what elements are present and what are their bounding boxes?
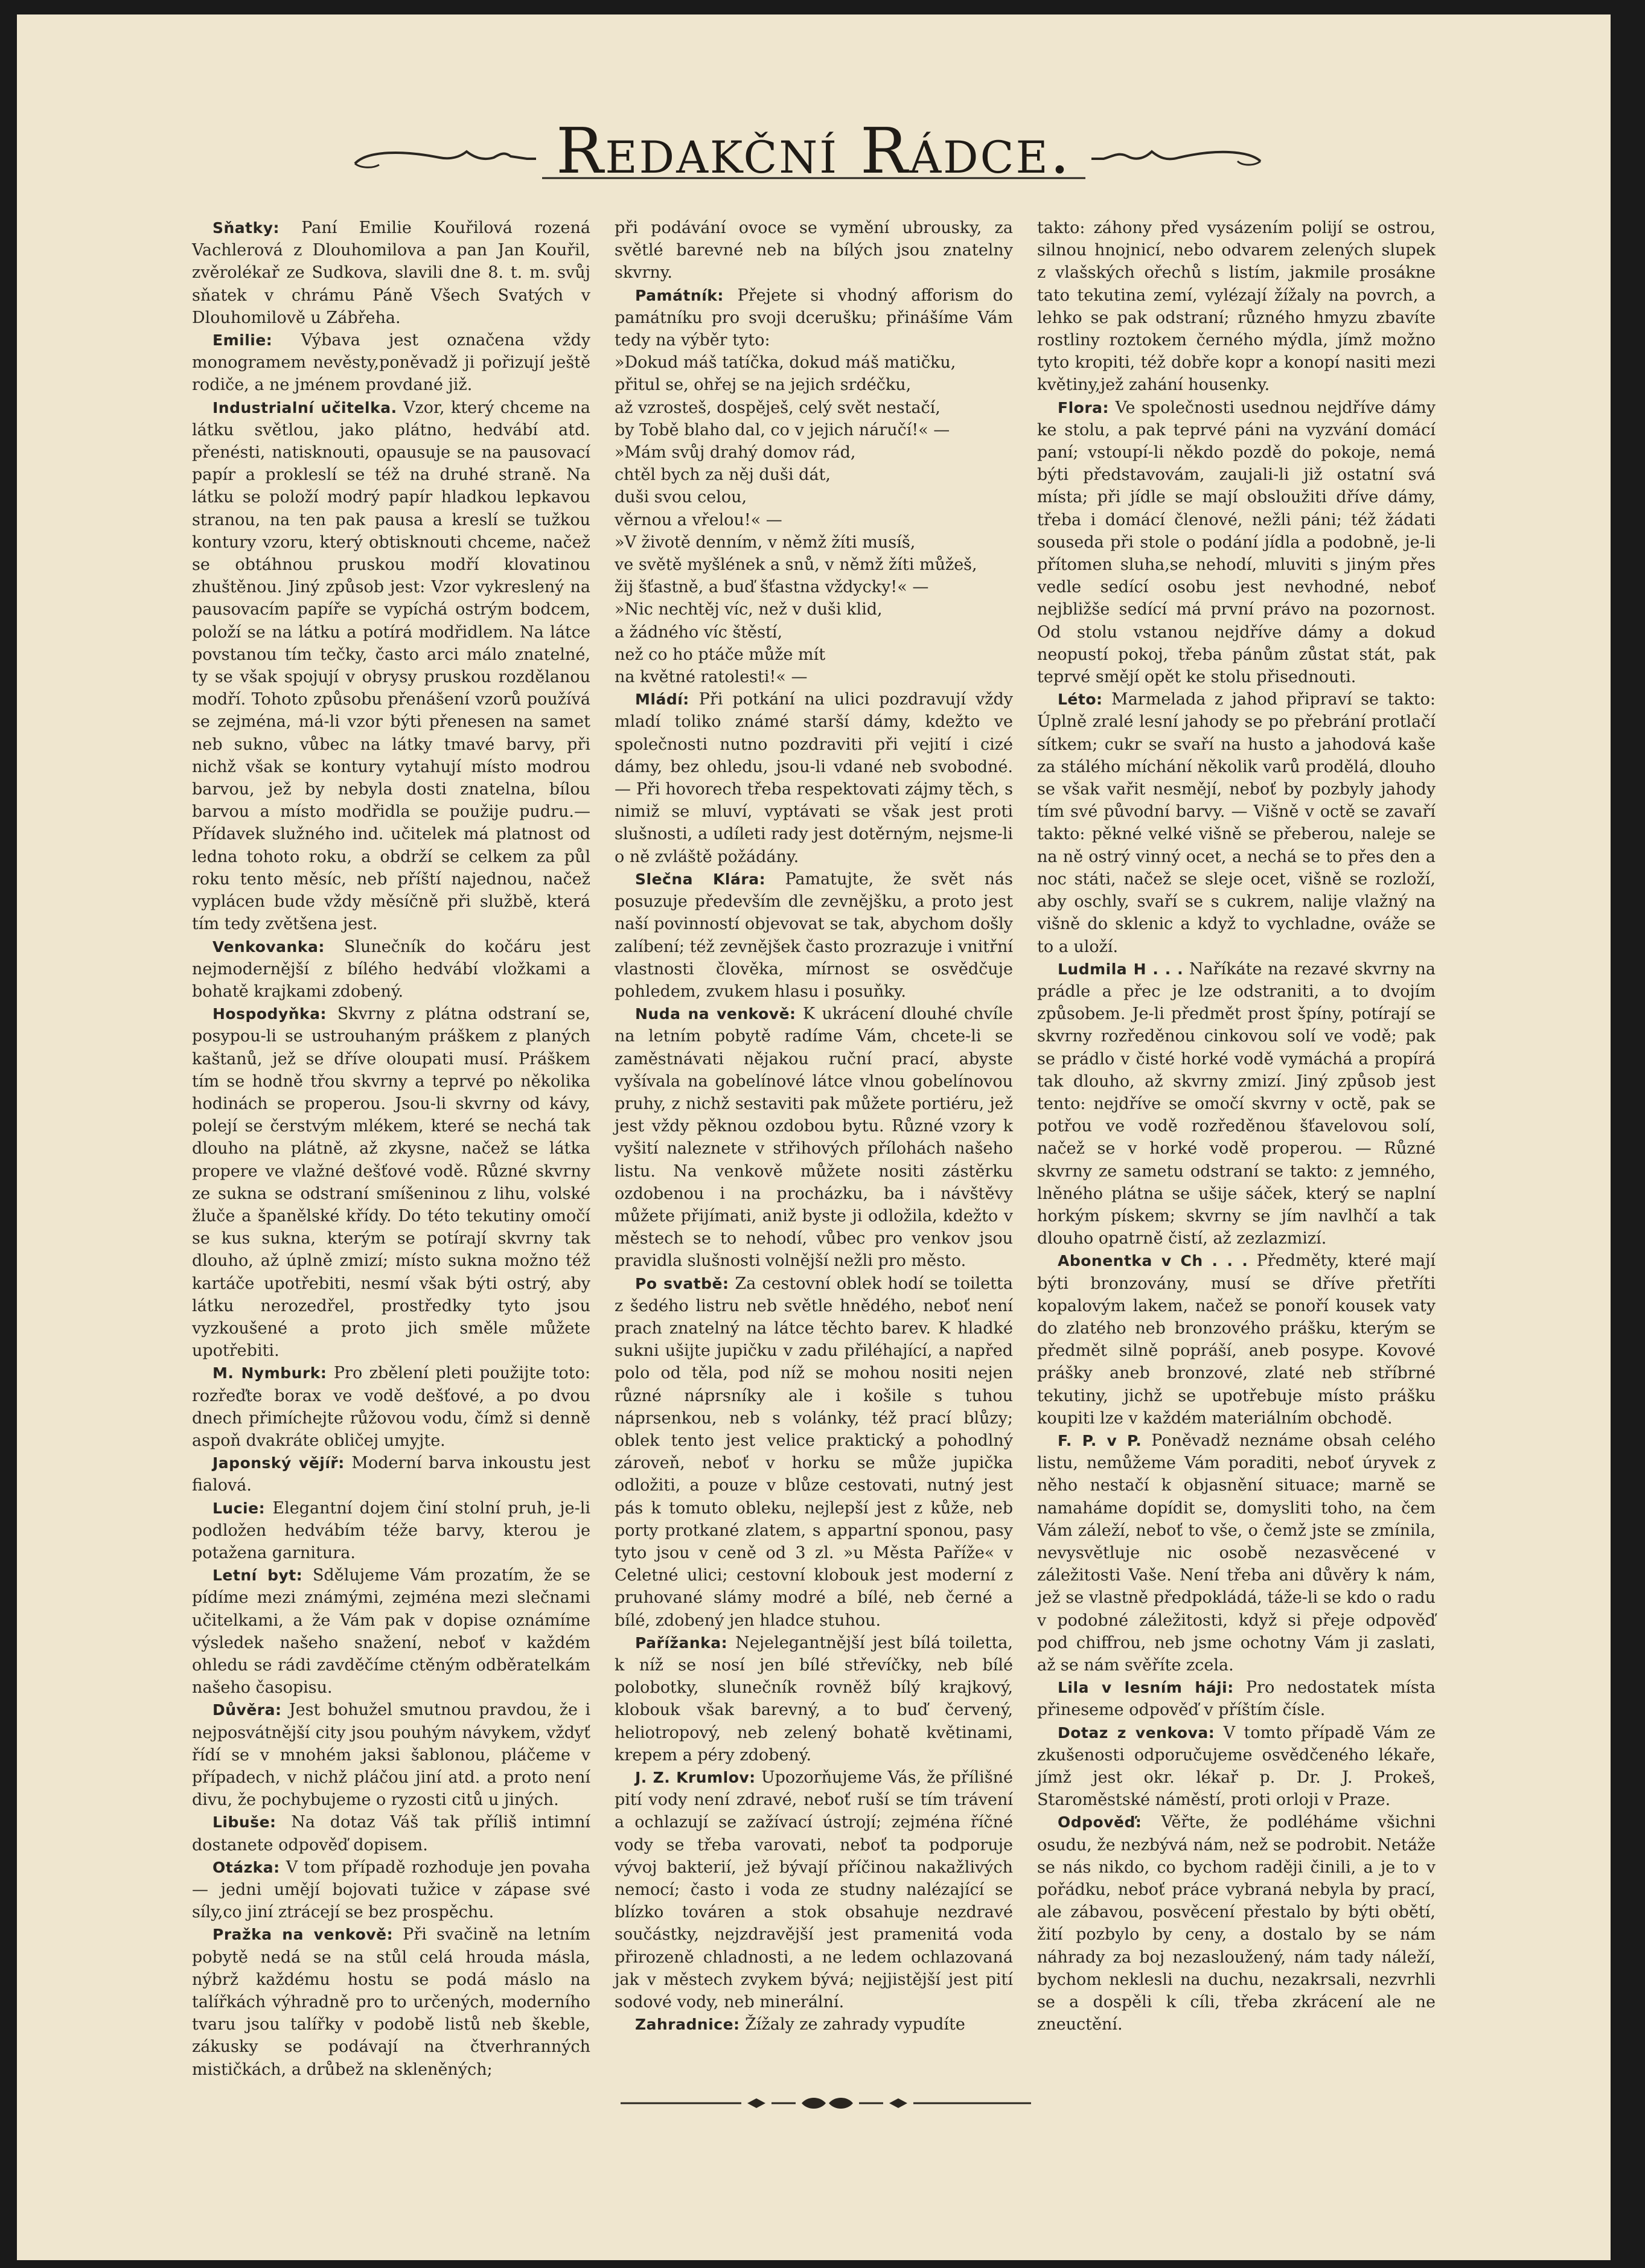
advice-entry	[1037, 217, 1436, 397]
advice-entry	[615, 284, 1013, 352]
entry-addressee: Slečna Klára:	[635, 870, 766, 888]
advice-entry	[192, 1923, 590, 2080]
entry-addressee: Po svatbě:	[635, 1274, 729, 1292]
advice-entry	[1037, 397, 1436, 689]
advice-entry	[192, 217, 590, 329]
advice-entry	[615, 2013, 1013, 2036]
column-3	[1037, 217, 1436, 2064]
entry-text: K ukrácení dlouhé chvíle na letním pobytě radíme Vám, chcete-li se zaměstnávati nějakou ruční prací, abyste vyšívala na gobelínové látce vlnou gobelínovou pruhy, z nichž sestaviti pak můžete portiéru, jež jest vždy pěknou ozdobou bytu. Různé vzory k vyšití naleznete v střihových přílohách našeho listu. Na venkově můžete nositi zástěrku ozdobenou i na procházku, ba i návštěvy můžete přijímati, aniž byste ji odložila, kdežto v městech se to nehodí, vůbec pro venkov jsou pravidla slušnosti volnější nežli pro město.	[615, 1005, 1014, 1271]
magazine-page	[17, 14, 1611, 2260]
entry-text: Upozorňujeme Vás, že přílišné pití vody není zdravé, neboť ruší se tím trávení a ochlazují se zažívací ústrojí; zejména říčné vody se třeba varovati, neboť ta podporuje vývoj bakterií, jež bývají příčinou nakažlivých nemocí; často i voda ze studny nalézající se blízko továren a stok obsahuje nezdravé součástky, nejzdravější jest pramenitá voda přirozeně chladnosti, a ne ledem ochlazovaná jak v městech zvykem bývá; nejjistější jest pití sodové vody, neb minerální.	[615, 1768, 1013, 2012]
advice-entry	[192, 1699, 590, 1811]
advice-entry	[615, 1766, 1013, 2013]
entry-text: Vzor, který chceme na látku světlou, jako plátno, hedvábí atd. přenésti, natisknouti, opausuje se na pausovací papír a prokleslí se též na druhé straně. Na látku se položí modrý papír hladkou lepkavou stranou, na ten pak pausa a kreslí se tužkou kontury vzoru, který obtisknouti chceme, načež se obtáhnou pruskou modří klovatinou zhuštěnou. Jiný způsob jest: Vzor vykreslený na pausovacím papíře se vypíchá ostrým bodcem, položí se na látku a potírá modřidlem. Na látce povstanou tím tečky, často arci málo znatelné, ty se však spojují v obrysy pruskou rozdělanou modří. Tohoto způsobu přenášení vzorů používá se zejména, má-li vzor býti přenesen na samet neb sukno, vůbec na látky tmavé barvy, při nichž však se kontury vytahují místo modrou barvou, jež by nebyla dosti znatelna, bílou barvou a místo modřidla se použije pudru.—Přídavek služného ind. učitelek má platnost od ledna tohoto roku, a obdrží se celkem za půl roku tento měsíc, neb příští najednou, načež vyplácen bude vždy měsíčně při službě, která tím tedy zvětšena jest.	[192, 398, 590, 934]
entry-addressee: J. Z. Krumlov:	[635, 1769, 756, 1787]
entry-text: Pro nedostatek místa přineseme odpověď v příštím čísle.	[1037, 1678, 1436, 1720]
advice-entry	[192, 1362, 590, 1452]
entry-addressee: Hospodyňka:	[212, 1005, 327, 1023]
entry-text: Ve společnosti usednou nejdříve dámy ke stolu, a pak teprvé páni na vyzvání domácí paní; vstoupí-li někdo pozdě do pokoje, nemá býti představovám, zaujali-li již ostatní svá místa; při jídle se mají obsloužiti dříve dámy, třeba i domácí členové, nežli páni; též žádati souseda při stole o podání jídla a podobně, je-li přítomen sluha,se nehodí, mluviti s jiným přes vedle sedící osobu jest nevhodné, neboť nejbližše sedící má první právo na pozornost. Od stolu vstanou nejdříve dámy a dokud neopustí pokoj, třeba pánům zůstat stát, pak teprvé smějí opět ke stolu přisednouti.	[1037, 398, 1436, 687]
entry-text: Žížaly ze zahrady vypudíte	[739, 2015, 965, 2034]
page-header	[17, 108, 1611, 193]
advice-entry	[615, 1632, 1013, 1766]
advice-entry	[615, 868, 1013, 1003]
entry-addressee: Pařížanka:	[635, 1634, 728, 1652]
entry-text: Přejete si vhodný afforism do památníku pro svoji dcerušku; přinášíme Vám tedy na výběr tyto:	[615, 286, 1013, 350]
advice-entry	[192, 397, 590, 936]
entry-text: Při potkání na ulici pozdravují vždy mladí toliko známé starší dámy, kdežto ve společnosti nutno pozdraviti při vejití i cizé dámy, bez ohledu, jsou-li vdané neb svobodné. — Při hovorech třeba respektovati zájmy těch, s nimiž se mluví, vyptávati se však jest proti slušnosti, a udíleti rady jest dotěrným, nejsme-li o ně zvláště požádány.	[615, 690, 1013, 866]
entry-addressee: Sňatky:	[212, 219, 280, 237]
entry-text: V tom případě rozhoduje jen povaha — jedni umějí bojovati tužice v zápase své síly,co jiní ztrácejí se bez prospěchu.	[192, 1858, 590, 1922]
advice-entry	[1037, 688, 1436, 957]
entry-text: Pamatujte, že svět nás posuzuje především dle zevnějšku, a proto jest naší povinností objevovat se tak, abychom došly zalíbení; též zevnějšek často prozrazuje i vnitřní vlastnosti člověka, mírnost se osvědčuje pohledem, zvukem hlasu i posuňky.	[615, 869, 1014, 1001]
advice-entry	[1037, 1429, 1436, 1676]
advice-entry	[1037, 1250, 1436, 1429]
entry-addressee: Otázka:	[212, 1858, 280, 1876]
entry-addressee: Mládí:	[635, 691, 689, 709]
entry-text: Paní Emilie Kouřilová rozená Vachlerová z Dlouhomilova a pan Jan Kouřil, zvěrolékař ze Sudkova, slavili dne 8. t. m. svůj sňatek v chrámu Páně Všech Svatých v Dlouhomilově u Zábřeha.	[192, 219, 590, 327]
advice-entry	[192, 1003, 590, 1362]
advice-entry	[192, 936, 590, 1003]
entry-text: Pro zbělení pleti použijte toto: rozřeďte borax ve vodě dešťové, a po dvou dnech přimíchejte růžovou vodu, čímž si denně aspoň dvakráte obličej umyjte.	[192, 1364, 590, 1450]
entry-addressee: Flora:	[1058, 398, 1110, 417]
entry-text: takto: záhony před vysázením polijí se ostrou, silnou hnojnicí, nebo odvarem zelených slupek z vlašských ořechů s listím, jakmile prosákne tato tekutina zemí, vylézají žížaly na povrch, a lehko se pak odstraní; různého hmyzu zbavíte rostliny roztokem černého mýdla, jímž možno tyto kropiti, též dobře kopr a konopí nasiti mezi květiny,jež zahání housenky.	[1037, 219, 1436, 395]
column-1	[192, 217, 591, 2079]
advice-entry	[192, 1856, 590, 1924]
entry-addressee: Dotaz z venkova:	[1058, 1723, 1215, 1742]
advice-entry	[615, 1003, 1013, 1272]
entry-addressee: Nuda na venkově:	[635, 1005, 796, 1023]
entry-addressee: Abonentka v Ch . . .	[1058, 1252, 1248, 1270]
entry-text: Naříkáte na rezavé skvrny na prádle a přec je lze odstraniti, a to dvojím způsobem. Je-li předmět prost špíny, potírají se skvrny rozředěnou cinkovou solí ve vodě; pak se prádlo v čisté horké vodě vymáchá a propírá tak dlouho, až skvrny zmizí. Jiný způsob jest tento: nejdříve se omočí skvrny v octě, pak se potřou ve vodě rozředěnou šťavelovou solí, načež se v horké vodě properou. — Různé skvrny ze sametu odstraní se takto: z jemného, lněného plátna se ušije sáček, který se naplní horkým pískem; skvrny se jím navlhčí a tak dlouho opatrně čistí, až zezlazmizí.	[1037, 959, 1436, 1248]
entry-text: Poněvadž neznáme obsah celého listu, nemůžeme Vám poraditi, neboť úryvek z něho nestačí k objasnění situace; marně se namaháme dopídit se, domysliti toho, na čem Vám záleží, neboť to vše, o čemž jste se zmínila, nevysvětluje nic osobě nezasvěcené v záležitosti Vaše. Není třeba ani důvěry k nám, jež se vlastně předpokládá, táže-li se kdo o radu v podobné záležitosti, když si přeje odpověď pod chiffrou, neb jsme ochotny Vám ji zaslati, až se nám svěříte zcela.	[1037, 1431, 1436, 1675]
entry-text: Nejelegantnější jest bílá toiletta, k níž se nosí jen bílé střevíčky, neb bílé polobotky, slunečník rovněž bílý krajkový, klobouk však barevný, a to buď červený, heliotropový, neb zelený bohatě květinami, krepem a péry zdobený.	[615, 1633, 1013, 1765]
entry-addressee: Lila v lesním háji:	[1058, 1679, 1234, 1697]
entry-addressee: Japonský vějíř:	[212, 1454, 345, 1472]
entry-addressee: Industrialní učitelka.	[212, 398, 397, 417]
entry-text: Moderní barva inkoustu jest fialová.	[192, 1454, 590, 1495]
advice-entry	[192, 1497, 590, 1565]
entry-addressee: M. Nymburk:	[212, 1364, 327, 1382]
entry-text: Slunečník do kočáru jest nejmodernější z bílého hedvábí vložkami a bohatě krajkami zdobený.	[192, 937, 590, 1001]
entry-addressee: Lucie:	[212, 1499, 266, 1517]
page-title: Redakční Rádce.	[556, 114, 1072, 188]
entry-addressee: Památník:	[635, 286, 724, 304]
entry-addressee: Emilie:	[212, 331, 273, 350]
entry-text: Elegantní dojem činí stolní pruh, je-li podložen hedvábím téže barvy, kterou je potažena garnitura.	[192, 1498, 590, 1562]
footer-ornament-icon	[17, 2085, 1611, 2121]
advice-entry	[1037, 1722, 1436, 1812]
advice-entry	[615, 1273, 1013, 1632]
column-2	[615, 217, 1013, 2064]
advice-entry	[1037, 1811, 1436, 2036]
entry-text: Skvrny z plátna odstraní se, posypou-li se ustrouhaným práškem z planých kaštanů, jež se dříve oloupati musí. Práškem tím se hodně třou skvrny a teprvé po několika hodinách se properou. Jsou-li skvrny od kávy, polejí se čerstvým mlékem, které se nechá tak dlouho na plátně, až zkysne, načež se látka propere ve vlažné dešťové vodě. Různé skvrny ze sukna se odstraní smíšeninou z lihu, volské žluče a španělské křídy. Do této tekutiny omočí se kus sukna, kterým se potírají skvrny tak dlouho, až úplně zmizí; místo sukna možno též kartáče upotřebiti, nesmí však býti ostrý, aby látku nerozedřel, prostředky tyto jsou vyzkoušené a proto jich směle můžete upotřebiti.	[192, 1005, 590, 1361]
entry-addressee: Léto:	[1058, 691, 1103, 709]
entry-addressee: Zahradnice:	[635, 2016, 740, 2034]
entry-text: Předměty, které mají býti bronzovány, musí se dříve přetříti kopalovým lakem, načež se ponoří kousek vaty do zlatého neb bronzového prášku, kterým se předmět silně popráší, aneb posype. Kovové prášky aneb bronzové, zlaté neb stříbrné tekutiny, jichž se upotřebuje místo prášku koupiti lze v každém materiálním obchodě.	[1037, 1251, 1436, 1428]
advice-entry	[192, 1452, 590, 1497]
poem-block: »Dokud máš tatíčka, dokud máš matičku, přitul se, ohřej se na jejich srdéčku, až vzrosteš, dospěješ, celý svět nestačí, by Tobě blaho dal, co v jejich náručí!« — »Mám svůj drahý domov rád, chtěl bych za něj duši dát, duši svou celou, věrnou a vřelou!« — »V životě denním, v němž žíti musíš, ve světě myšlének a snů, v němž žíti můžeš, žij šťastně, a buď šťastna vždycky!« — »Nic nechtěj víc, než v duši klid, a žádného víc štěstí, než co ho ptáče může mít na květné ratolesti!« —	[615, 353, 977, 687]
entry-addressee: Ludmila H . . .	[1058, 960, 1184, 978]
advice-entry	[192, 1811, 590, 1856]
advice-entry	[615, 688, 1013, 868]
entry-addressee: F. P. v P.	[1058, 1431, 1142, 1449]
entry-text: Věřte, že podléháme všichni osudu, že nezbývá nám, než se podrobit. Netáže se nás nikdo, co bychom raději činili, a je to v pořádku, neboť práce vybraná nebyla by prací, ale zábavou, posvěcení přestalo by býti obětí, žití pozbylo by ceny, a dostalo by se nám náhrady za boj nezasloužený, nám tady náleží, bychom neklesli na duchu, nezakrsali, nezvrhli se a dospěli k cíli, třeba zkrácení ale ne zneuctění.	[1037, 1813, 1436, 2034]
entry-text: Marmelada z jahod připraví se takto: Úplně zralé lesní jahody se po přebrání protlačí sítkem; cukr se svaří na husto a jahodová kaše za stálého míchání několik varů prodělá, dlouho se však vařit nesmějí, neboť by pozbyly jahody tím své původní barvy. — Višně v octě se zavaří takto: pěkné velké višně se přeberou, naleje se na ně ostrý vinný ocet, a nechá se to přes den a noc státi, načež se sleje ocet, višně se rozloží, aby oschly, svaří se s cukrem, nalije vlažný na višně do sklenic a když to vychladne, ováže se to a uloží.	[1037, 690, 1436, 956]
advice-entry	[1037, 1676, 1436, 1721]
entry-text: Jest bohužel smutnou pravdou, že i nejposvátnější city jsou pouhým návykem, vždyť řídí se v mnohém jaksi šablonou, pláčeme v případech, v nichž pláčou jiní atd. a proto není divu, že pochybujeme o ryzosti citů u jiných.	[192, 1701, 590, 1810]
entry-text: Při svačině na letním pobytě nedá se na stůl celá hrouda másla, nýbrž každému hostu se podá máslo na talířkách výhradně pro to určených, moderního tvaru jsou talířky v podobě listů neb škeble, zákusky se podávají na čtverhranných mističkách, a drůbež na skleněných;	[192, 1925, 591, 2079]
entry-text: při podávání ovoce se vymění ubrousky, za světlé barevné neb na bílých jsou znatelny skvrny.	[615, 219, 1013, 283]
entry-text: Na dotaz Váš tak příliš intimní dostanete odpověď dopisem.	[192, 1813, 590, 1854]
entry-addressee: Důvěra:	[212, 1701, 282, 1719]
entry-text: Za cestovní oblek hodí se toiletta z šedého listru neb světle hnědého, neboť není prach znatelný na látce těchto barev. K hladké sukni ušijte jupičku v zadu přiléhající, a napřed polo od těla, pod níž se mohou nositi nejen různé náprsníky ale i košile s tuhou náprsenkou, neb s volánky, též prací blůzy; oblek tento jest velice praktický a pohodlný zároveň, neboť v horku se může jupička odložiti, a pouze v blůze cestovati, nutný jest pás k tomuto obleku, nejlepší jest z kůže, neb porty protkané zlatem, s appartní sponou, pasy tyto jsou v ceně od 3 zl. »u Města Paříže« v Celetné ulici; cestovní klobouk jest moderní z pruhované slámy modré a bílé, neb černé a bílé, zdobený jen hladce stuhou.	[615, 1274, 1013, 1630]
advice-entry	[192, 1564, 590, 1699]
advice-entry	[192, 329, 590, 397]
article-columns	[192, 217, 1436, 2079]
entry-addressee: Libuše:	[212, 1813, 276, 1832]
entry-addressee: Odpověď:	[1058, 1813, 1142, 1832]
advice-entry	[1037, 958, 1436, 1250]
entry-addressee: Letní byt:	[212, 1567, 303, 1585]
entry-addressee: Pražka na venkově:	[212, 1926, 394, 1944]
advice-entry	[615, 217, 1013, 284]
entry-text: Výbava jest označena vždy monogramem nevěsty,poněvadž ji pořizují ještě rodiče, a ne jménem provdané již.	[192, 331, 590, 395]
entry-addressee: Venkovanka:	[212, 938, 325, 956]
entry-text: Sdělujeme Vám prozatím, že se pídíme mezi známými, zejména mezi slečnami učitelkami, a že Vám pak v dopise oznámíme výsledek našeho snažení, neboť v každém ohledu se rádi zavděčíme ctěným odběratelkám našeho časopisu.	[192, 1566, 590, 1698]
entry-text: V tomto případě Vám ze zkušenosti odporučujeme osvědčeného lékaře, jímž jest okr. lékař p. Dr. J. Prokeš, Staroměstské náměstí, proti orloji v Praze.	[1037, 1723, 1436, 1810]
